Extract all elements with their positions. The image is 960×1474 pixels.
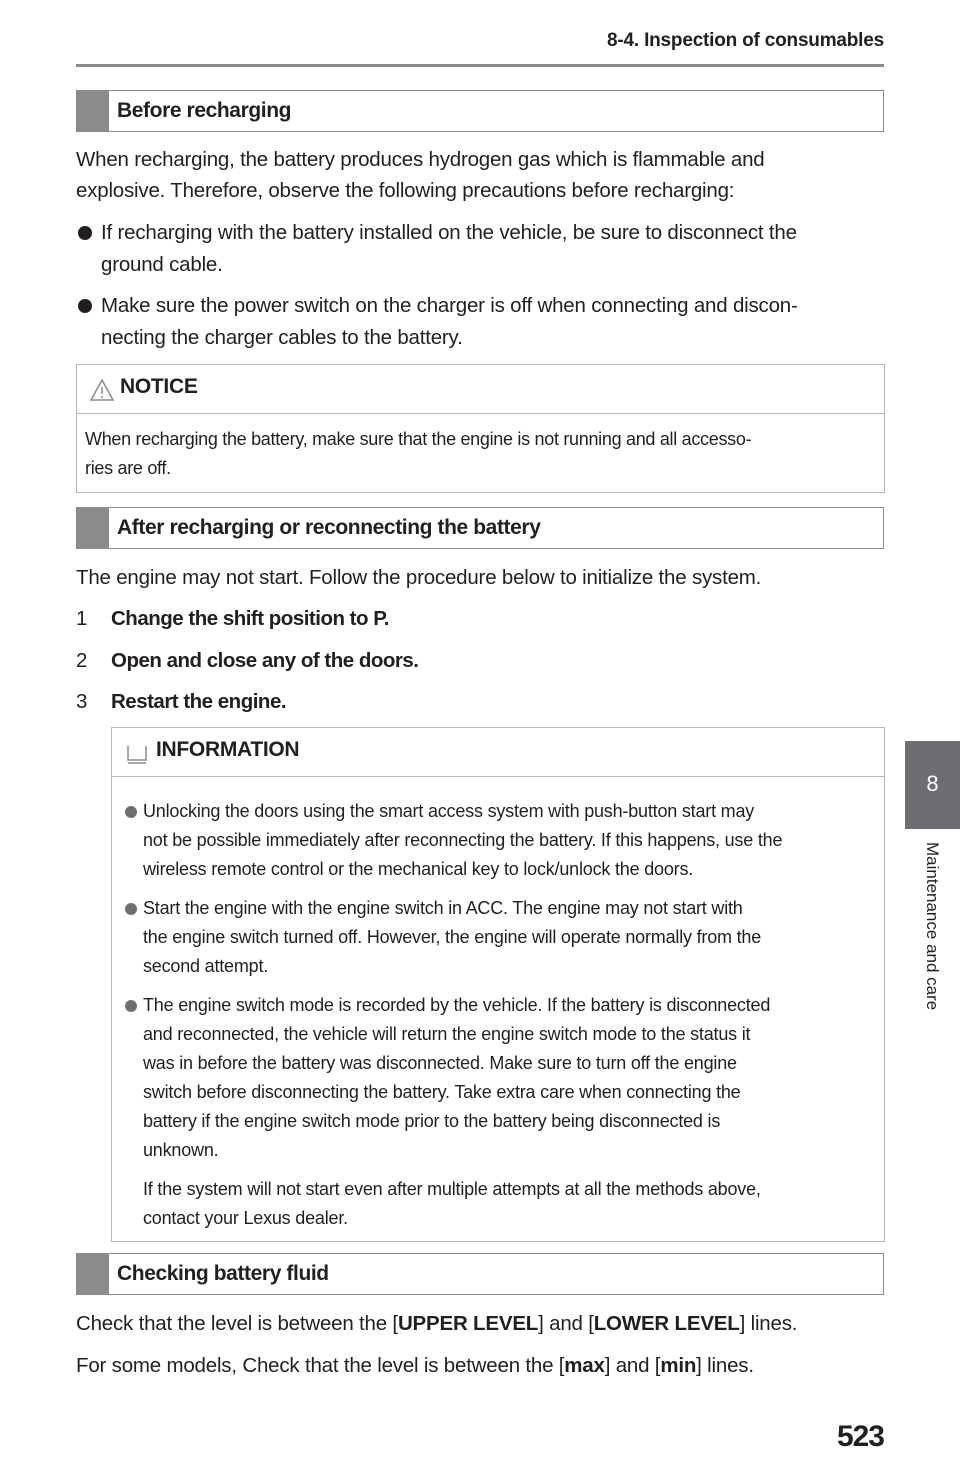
bullet-charger-switch-off: [76, 290, 886, 354]
text-line: If the system will not start even after multiple attempts at all the methods above,: [143, 1179, 761, 1199]
step-text: Restart the engine.: [111, 690, 287, 713]
text-line: The engine switch mode is recorded by the vehicle. If the battery is disconnected: [143, 995, 771, 1015]
text-run: For some models, Check that the level is between the [: [76, 1354, 565, 1377]
info-item-smart-access: [143, 797, 873, 884]
text-line: Unlocking the doors using the smart access system with push-button start may: [143, 801, 755, 821]
bullet-dot-icon: [78, 226, 92, 240]
text-line: Start the engine with the engine switch in ACC. The engine may not start with: [143, 898, 743, 918]
chapter-number: 8: [926, 771, 939, 796]
step-number: 1: [76, 607, 88, 630]
section-heading-checking-fluid: [76, 1253, 884, 1295]
text-run: ] lines.: [739, 1312, 798, 1335]
text-run: ] lines.: [696, 1354, 754, 1377]
max-label: max: [564, 1354, 605, 1377]
step-text: Change the shift position to P.: [111, 607, 389, 630]
text-line: When recharging the battery, make sure that the engine is not running and all accesso-: [85, 429, 752, 449]
notice-text: [85, 425, 875, 483]
fluid-level-upper-lower: [76, 1308, 886, 1339]
section-heading-after-recharging: [76, 507, 884, 549]
text-line: second attempt.: [143, 956, 269, 976]
text-line: and reconnected, the vehicle will return the engine switch mode to the status it: [143, 1024, 751, 1044]
header-rule: [76, 64, 884, 67]
notice-title: NOTICE: [120, 375, 198, 398]
text-run: ] and [: [538, 1312, 594, 1335]
before-intro: [76, 144, 886, 206]
text-line: When recharging, the battery produces hydrogen gas which is flammable and: [76, 148, 765, 171]
bullet-disconnect-ground: [76, 217, 886, 281]
text-line: unknown.: [143, 1140, 219, 1160]
text-line: explosive. Therefore, observe the following precautions before recharging:: [76, 179, 735, 202]
section-heading-label: After recharging or reconnecting the battery: [117, 516, 541, 539]
information-title: INFORMATION: [156, 738, 300, 761]
bullet-dot-icon: [125, 903, 137, 915]
bullet-dot-icon: [125, 806, 137, 818]
warning-triangle-icon: [89, 378, 115, 402]
text-line: necting the charger cables to the battery.: [101, 326, 463, 349]
step-number: 2: [76, 649, 88, 672]
text-line: switch before disconnecting the battery. Take extra care when connecting the: [143, 1082, 741, 1102]
step-number: 3: [76, 690, 88, 713]
info-note-contact-dealer: [143, 1175, 873, 1233]
lower-level-label: LOWER LEVEL: [593, 1312, 740, 1335]
information-book-icon: [126, 743, 148, 765]
chapter-side-label: [912, 842, 952, 1042]
min-label: min: [660, 1354, 697, 1377]
notice-header: [77, 365, 884, 414]
text-line: If recharging with the battery installed on the vehicle, be sure to disconnect the: [101, 221, 797, 244]
fluid-level-max-min: [76, 1350, 886, 1381]
information-header: [112, 728, 884, 777]
section-heading-label: Before recharging: [117, 99, 292, 122]
page-number: 523: [836, 1420, 884, 1453]
text-line: not be possible immediately after reconnecting the battery. If this happens, use the: [143, 830, 783, 850]
text-line: was in before the battery was disconnected. Make sure to turn off the engine: [143, 1053, 737, 1073]
text-line: contact your Lexus dealer.: [143, 1208, 348, 1228]
chapter-label-text: Maintenance and care: [923, 842, 942, 1011]
after-intro: The engine may not start. Follow the procedure below to initialize the system.: [76, 566, 762, 589]
text-run: ] and [: [604, 1354, 661, 1377]
section-heading-bar: [77, 1254, 109, 1294]
running-header: 8-4. Inspection of consumables: [607, 30, 884, 51]
text-line: wireless remote control or the mechanical key to lock/unlock the doors.: [143, 859, 694, 879]
text-run: Check that the level is between the [: [76, 1312, 398, 1335]
bullet-dot-icon: [125, 1000, 137, 1012]
text-line: battery if the engine switch mode prior to the battery being disconnected is: [143, 1111, 721, 1131]
upper-level-label: UPPER LEVEL: [397, 1312, 539, 1335]
section-heading-bar: [77, 508, 109, 548]
text-line: ground cable.: [101, 253, 223, 276]
bullet-dot-icon: [78, 299, 92, 313]
section-heading-label: Checking battery fluid: [117, 1262, 329, 1285]
notice-box: [76, 364, 885, 493]
text-line: the engine switch turned off. However, the engine will operate normally from the: [143, 927, 762, 947]
info-item-engine-acc: [143, 894, 873, 981]
step-text: Open and close any of the doors.: [111, 649, 419, 672]
section-heading-bar: [77, 91, 109, 131]
text-line: Make sure the power switch on the charger is off when connecting and discon-: [101, 294, 798, 317]
text-line: ries are off.: [85, 458, 171, 478]
info-item-switch-mode: [143, 991, 873, 1165]
chapter-tab: [905, 741, 960, 829]
section-heading-before-recharging: [76, 90, 884, 132]
